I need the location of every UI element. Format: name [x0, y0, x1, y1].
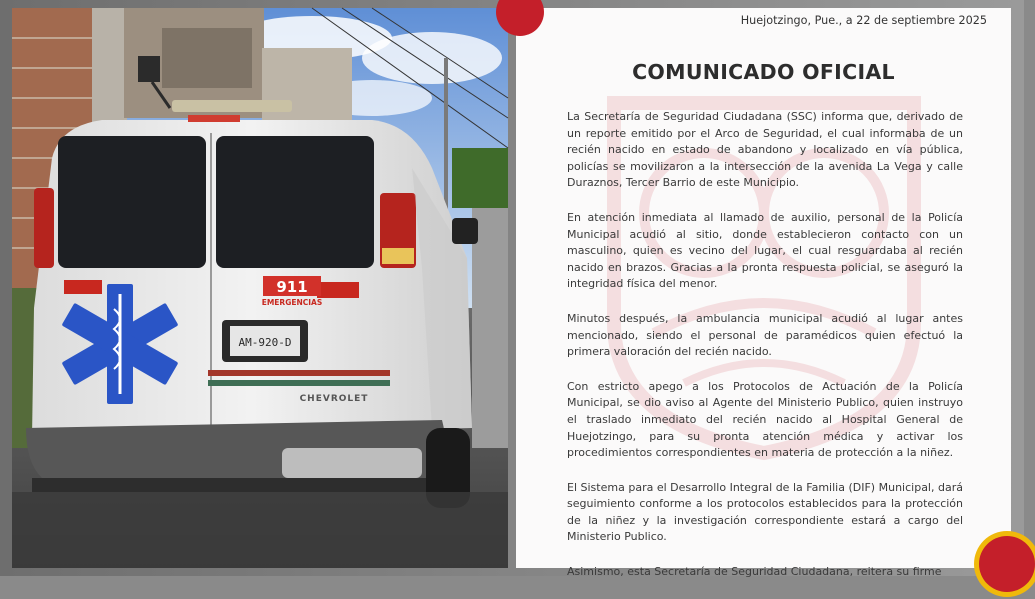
statement-title: COMUNICADO OFICIAL: [632, 60, 895, 84]
license-plate: AM-920-D: [238, 336, 292, 349]
vehicle-brand: CHEVROLET: [299, 394, 369, 404]
emergency-emblem: [262, 276, 323, 307]
statement-body: [567, 109, 963, 599]
corner-decoration-bottom: [979, 536, 1035, 592]
official-statement: [516, 8, 1011, 579]
ambulance-scene: [12, 8, 508, 568]
paragraph: El Sistema para el Desarrollo Integral de la Familia (DIF) Municipal, dará seguimiento conforme a los protocolos establecidos para la protección de la niñez y la investigación correspondiente estará a cargo del Ministerio Publico.: [567, 480, 963, 544]
paragraph: Asimismo, esta Secretaría de Seguridad Ciudadana, reitera su firme: [567, 565, 942, 579]
paragraph: La Secretaría de Seguridad Ciudadana (SSC) informa que, derivado de un reporte emitido por el Arco de Seguridad, el cual informaba de un recién nacido en estado de abandono y localizado en vía pública, policías se movilizaron a la intersección de la avenida La Vega y calle Duraznos, Tercer Barrio de este Municipio.: [567, 110, 963, 190]
statement-date: Huejotzingo, Pue., a 22 de septiembre 2025: [740, 14, 987, 27]
paragraph: Con estricto apego a los Protocolos de Actuación de la Policía Municipal, se dio aviso al Agente del Ministerio Publico, quien instruyo el traslado inmediato del recién nacido al Hospital General de Huejotzingo, para su pronta atención médica y activar los procedimientos correspondientes en materia de protección a la niñez.: [567, 379, 963, 460]
ambulance-photo: [12, 8, 508, 568]
emergency-label: EMERGENCIAS: [261, 298, 323, 307]
emergency-number: 911: [276, 278, 308, 296]
paragraph: Minutos después, la ambulancia municipal acudió al lugar antes mencionado, siendo el personal de paramédicos quien efectuó la primera valoración del recién nacido.: [567, 311, 963, 359]
paragraph: En atención inmediata al llamado de auxilio, personal de la Policía Municipal acudió al sitio, donde establecieron contacto con un masculino, quien es vecino del lugar, el cual resguardaba al recién nacido en brazos. Gracias a la pronta respuesta policial, se aseguró la integridad física del menor.: [567, 210, 963, 291]
